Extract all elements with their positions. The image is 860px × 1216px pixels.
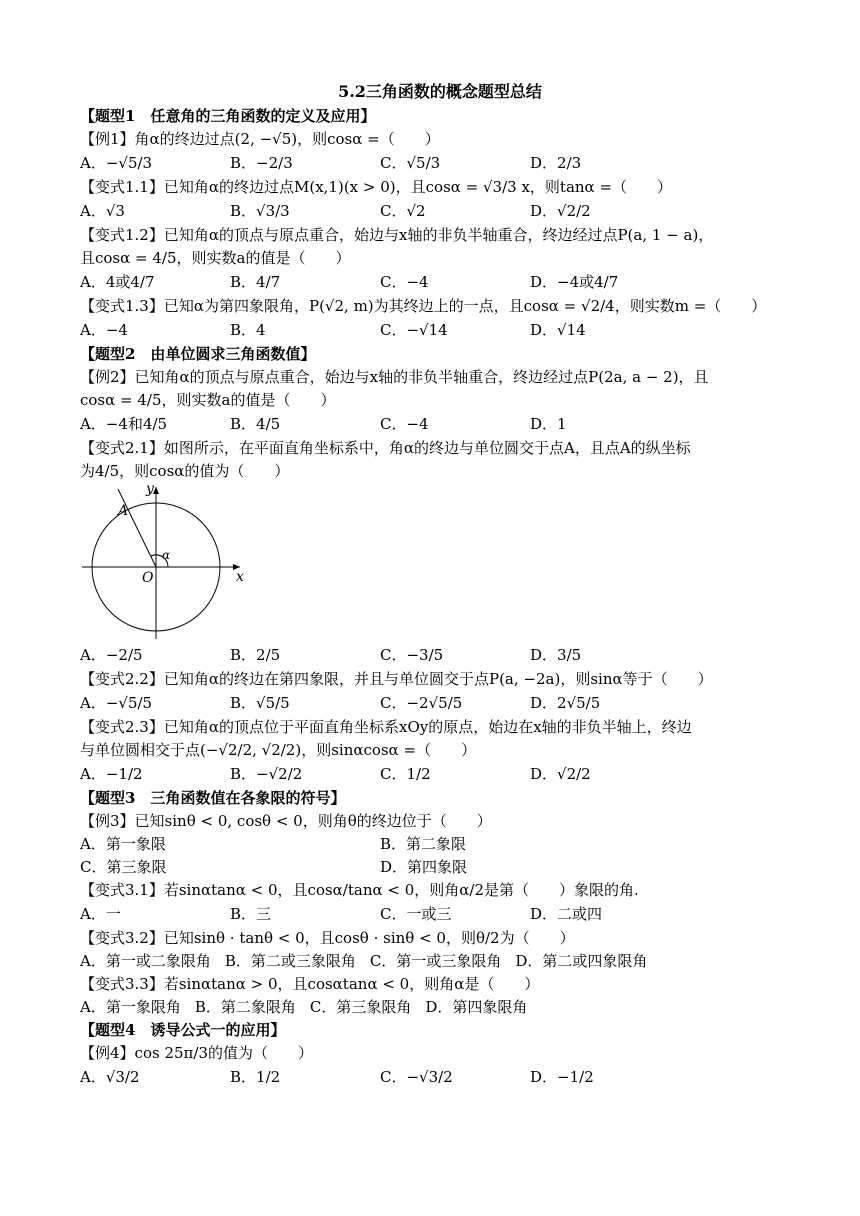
- option: B．4/5: [230, 415, 281, 433]
- document-title: 5.2三角函数的概念题型总结: [338, 82, 542, 101]
- option: D．1: [530, 415, 567, 433]
- option: C．−4: [380, 273, 429, 291]
- option: B．第二象限: [380, 835, 467, 853]
- answer-options: [80, 856, 800, 879]
- option: B．√5/5: [230, 694, 290, 712]
- option: D．2√5/5: [530, 694, 601, 712]
- option: C．√2: [380, 202, 426, 220]
- option: A．√3/2: [80, 1068, 140, 1086]
- option: A．第一象限: [80, 835, 166, 853]
- answer-options: [80, 643, 800, 668]
- question-text: 【例3】已知sinθ < 0, cosθ < 0，则角θ的终边位于（ ）: [80, 812, 492, 830]
- option: B．2/5: [230, 646, 281, 664]
- option: C．√5/3: [380, 154, 441, 172]
- point-a-label: A: [118, 503, 129, 519]
- question-text: 【变式1.2】已知角α的顶点与原点重合，始边与x轴的非负半轴重合，终边经过点P(a, 1 − a)，: [80, 226, 714, 244]
- question-text: cosα = 4/5，则实数a的值是（ ）: [80, 391, 336, 409]
- section-heading: 【题型2 由单位圆求三角函数值】: [80, 345, 316, 363]
- question-text: 【变式2.3】已知角α的顶点位于平面直角坐标系xOy的原点，始边在x轴的非负半轴上，终边: [80, 718, 692, 736]
- question-text: 【变式1.1】已知角α的终边过点M(x,1)(x > 0)，且cosα = √3/3 x，则tanα =（ ）: [80, 178, 673, 196]
- option: C．第三象限: [80, 858, 167, 876]
- option: C．1/2: [380, 765, 431, 783]
- alpha-label: α: [162, 548, 171, 562]
- question-text: 【变式3.1】若sinαtanα < 0，且cosα/tanα < 0，则角α/2是第（ ）象限的角.: [80, 881, 639, 899]
- answer-options: [80, 412, 800, 437]
- answer-options: [80, 151, 800, 176]
- question-text: 【例1】角α的终边过点(2, −√5)，则cosα =（ ）: [80, 130, 440, 148]
- option: B．4: [230, 321, 266, 339]
- answer-options: [80, 762, 800, 787]
- option: D．−1/2: [530, 1068, 594, 1086]
- option: C．−√3/2: [380, 1068, 453, 1086]
- section-heading: 【题型4 诱导公式一的应用】: [80, 1021, 286, 1039]
- option: B．第二象限角: [194, 998, 296, 1016]
- x-axis-label: x: [236, 569, 244, 585]
- question-text: 【变式2.2】已知角α的终边在第四象限，并且与单位圆交于点P(a, −2a)，则sinα等于（ ）: [80, 670, 713, 688]
- question-text: 【变式2.1】如图所示，在平面直角坐标系中，角α的终边与单位圆交于点A，且点A的纵坐标: [80, 439, 691, 457]
- origin-label: O: [142, 570, 154, 586]
- answer-options: [80, 318, 800, 343]
- option: A．第一或二象限角: [80, 952, 211, 970]
- question-text: 与单位圆相交于点(−√2/2, √2/2)，则sinαcosα =（ ）: [80, 741, 477, 759]
- option: B．4/7: [230, 273, 281, 291]
- answer-options: [80, 833, 800, 856]
- terminal-side: [118, 489, 156, 567]
- answer-options: [80, 1065, 800, 1090]
- option: B．√3/3: [230, 202, 290, 220]
- option: B．三: [230, 905, 272, 923]
- option: A．−2/5: [80, 646, 143, 664]
- option: D．第四象限: [380, 858, 468, 876]
- y-axis-label: y: [146, 483, 154, 497]
- question-text: 为4/5，则cosα的值为（ ）: [80, 462, 290, 480]
- option: A．−4和4/5: [80, 415, 168, 433]
- option: C．一或三: [380, 905, 452, 923]
- unit-circle-diagram: [80, 483, 260, 643]
- option: D．√2/2: [530, 765, 591, 783]
- question-text: 【例4】cos 25π/3的值为（ ）: [80, 1044, 313, 1062]
- answer-options: [80, 199, 800, 224]
- option: D．第四象限角: [425, 998, 528, 1016]
- answer-options: [80, 902, 800, 927]
- option: C．第一或三象限角: [369, 952, 502, 970]
- section-heading: 【题型1 任意角的三角函数的定义及应用】: [80, 107, 376, 125]
- answer-options: [80, 691, 800, 716]
- option: A．4或4/7: [80, 273, 155, 291]
- option: D．√14: [530, 321, 586, 339]
- option: B．−2/3: [230, 154, 293, 172]
- option: D．−4或4/7: [530, 273, 619, 291]
- option: C．−√14: [380, 321, 448, 339]
- section-heading: 【题型3 三角函数值在各象限的符号】: [80, 789, 346, 807]
- option: C．−4: [380, 415, 429, 433]
- option: D．第二或四象限角: [515, 952, 648, 970]
- unit-circle-figure: [80, 483, 800, 643]
- question-text: 【变式1.3】已知α为第四象限角，P(√2, m)为其终边上的一点，且cosα = √2/4，则实数m =（ ）: [80, 297, 767, 315]
- option: B．1/2: [230, 1068, 281, 1086]
- answer-options: [80, 996, 800, 1019]
- option: A．一: [80, 905, 121, 923]
- option: A．−1/2: [80, 765, 143, 783]
- option: D．3/5: [530, 646, 582, 664]
- question-text: 且cosα = 4/5，则实数a的值是（ ）: [80, 249, 351, 267]
- option: A．−√5/3: [80, 154, 153, 172]
- document-page: [80, 80, 800, 1090]
- option: C．−3/5: [380, 646, 444, 664]
- question-text: 【例2】已知角α的顶点与原点重合，始边与x轴的非负半轴重合，终边经过点P(2a, a − 2)，且: [80, 368, 709, 386]
- question-text: 【变式3.2】已知sinθ · tanθ < 0，且cosθ · sinθ < 0，则θ/2为（ ）: [80, 929, 575, 947]
- option: C．−2√5/5: [380, 694, 463, 712]
- option: B．−√2/2: [230, 765, 303, 783]
- option: B．第二或三象限角: [224, 952, 356, 970]
- answer-options: [80, 950, 800, 973]
- document-body: [80, 105, 800, 1090]
- option: D．√2/2: [530, 202, 591, 220]
- question-text: 【变式3.3】若sinαtanα > 0，且cosαtanα < 0，则角α是（ ）: [80, 975, 540, 993]
- answer-options: [80, 270, 800, 295]
- option: D．二或四: [530, 905, 603, 923]
- option: C．第三象限角: [309, 998, 412, 1016]
- option: A．√3: [80, 202, 125, 220]
- option: A．−√5/5: [80, 694, 153, 712]
- option: D．2/3: [530, 154, 582, 172]
- option: A．第一象限角: [80, 998, 181, 1016]
- option: A．−4: [80, 321, 128, 339]
